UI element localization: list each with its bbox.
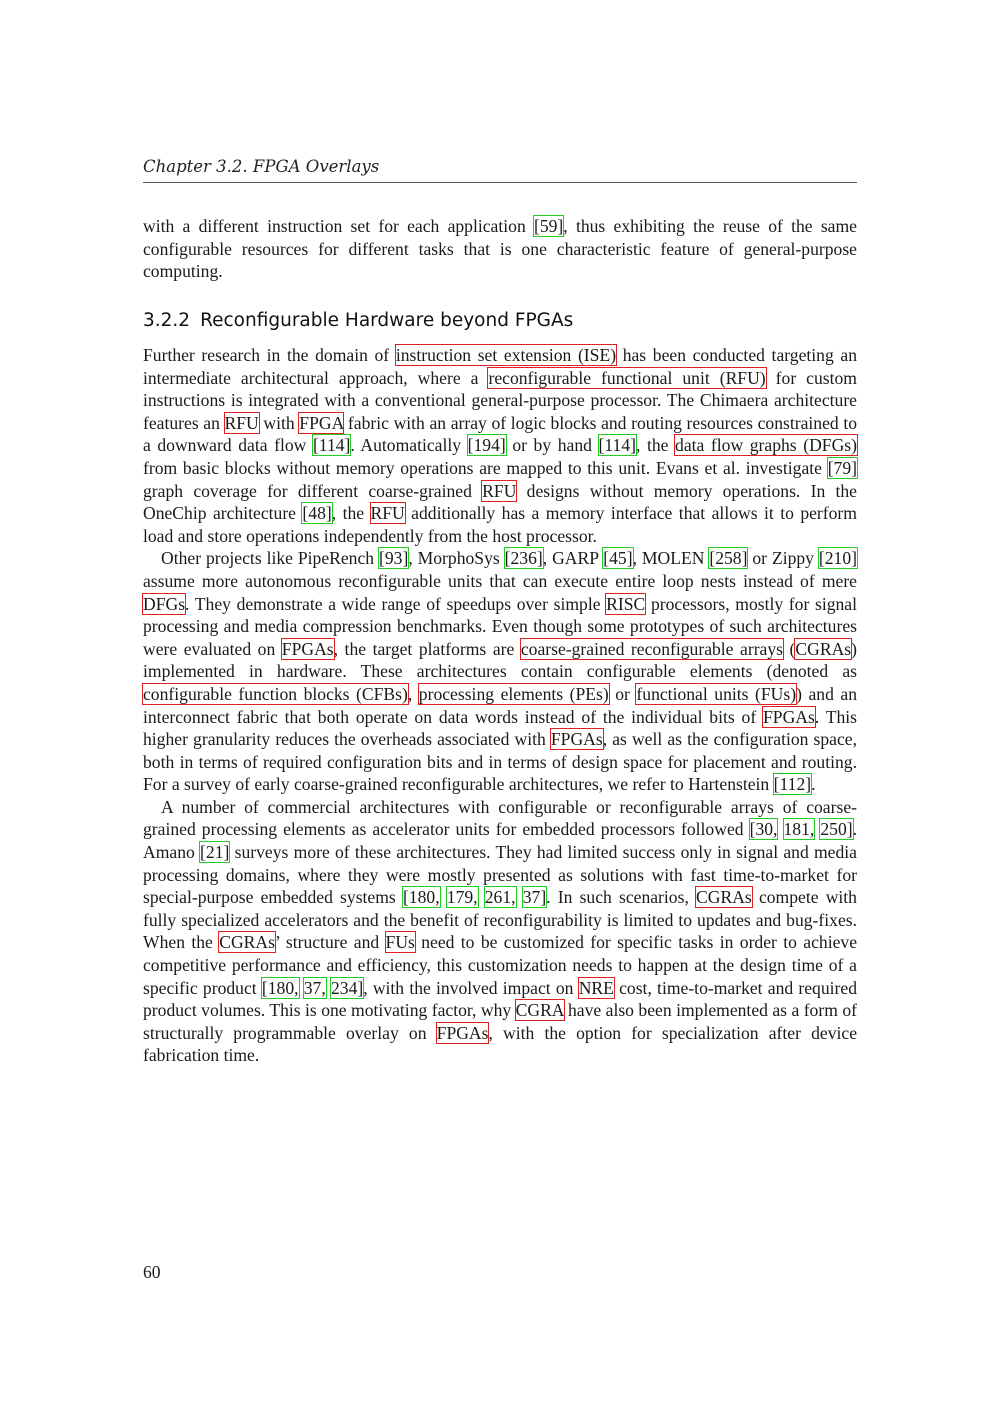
- glossary-link[interactable]: RFU: [224, 412, 259, 433]
- section-heading: [143, 309, 857, 333]
- glossary-link[interactable]: functional units (FUs): [636, 683, 797, 704]
- citation-link[interactable]: [93]: [379, 548, 409, 569]
- section-title: Reconfigurable Hardware beyond FPGAs: [200, 310, 574, 331]
- glossary-link[interactable]: CGRAs: [795, 638, 852, 659]
- section-body: [143, 344, 857, 1067]
- glossary-link[interactable]: DFGs: [143, 593, 186, 614]
- glossary-link[interactable]: instruction set extension (ISE): [395, 345, 617, 365]
- citation-link[interactable]: [210]: [818, 548, 857, 569]
- citation-link[interactable]: 37]: [522, 887, 547, 908]
- glossary-link[interactable]: FUs: [385, 932, 415, 953]
- glossary-link[interactable]: reconfigurable functional unit (RFU): [488, 367, 766, 388]
- citation-link[interactable]: [79]: [827, 457, 857, 478]
- intro-paragraph: [143, 215, 857, 283]
- citation-link[interactable]: [59]: [533, 216, 564, 236]
- citation-link[interactable]: 181,: [783, 819, 815, 840]
- citation-link[interactable]: [180,: [402, 887, 440, 908]
- running-head: Chapter 3.2. FPGA Overlays: [143, 156, 857, 183]
- citation-link[interactable]: [194]: [467, 435, 506, 456]
- citation-link[interactable]: [236]: [504, 548, 543, 569]
- citation-link[interactable]: [180,: [261, 977, 299, 998]
- glossary-link[interactable]: processing elements (PEs): [418, 683, 609, 704]
- glossary-link[interactable]: FPGAs: [550, 729, 603, 750]
- citation-link[interactable]: [48]: [302, 503, 332, 524]
- glossary-link[interactable]: RFU: [482, 480, 517, 501]
- citation-link[interactable]: [112]: [773, 774, 812, 795]
- section-number: 3.2.2: [143, 310, 191, 331]
- paragraph: Further research in the domain of instruction set extension (ISE) has been conducted targeting an intermediate architectural approach, where a reconfigurable functional unit (RFU) for custom instructions is integrated with a conventional general-purpose processor. The Chimaera architecture features an RFU with FPGA fabric with an array of logic blocks and routing resources constrained to a downward data flow [114]. Automatically [194] or by hand [114], the data flow graphs (DFGs) from basic blocks without memory operations are mapped to this unit. Evans et al. investigate [79] graph coverage for different coarse-grained RFU designs without memory operations. In the OneChip architecture [48], the RFU additionally has a memory interface that allows it to perform load and store operations independently from the host processor.: [143, 345, 858, 546]
- citation-link[interactable]: [30,: [749, 819, 778, 840]
- glossary-link[interactable]: FPGAs: [436, 1022, 489, 1043]
- glossary-link[interactable]: data flow graphs (DFGs): [675, 435, 857, 456]
- citation-link[interactable]: [114]: [598, 435, 636, 456]
- glossary-link[interactable]: CGRAs: [696, 887, 752, 908]
- citation-link[interactable]: 37,: [303, 977, 326, 998]
- page-number: 60: [143, 1262, 161, 1282]
- glossary-link[interactable]: FPGAs: [281, 638, 334, 659]
- paragraph: A number of commercial architectures with configurable or reconfigurable arrays of coarse-grained processing elements as accelerator units for embedded processors followed [30, 181, 250]. Amano [21] surveys more of these architectures. They had limited success only in signal and media processing domains, where they were mostly presented as solutions with fast time-to-market for special-purpose embedded systems [180, 179, 261, 37]. In such scenarios, CGRAs compete with fully specialized accelerators and the benefit of reconfigurability is limited to updates and bug-fixes. When the CGRAs’ structure and FUs need to be customized for specific tasks in order to achieve competitive performance and efficiency, this customization needs to happen at the design time of a specific product [180, 37, 234], with the involved impact on NRE cost, time-to-market and required product volumes. This is one motivating factor, why CGRA have also been implemented as a form of structurally programmable overlay on FPGAs, with the option for specialization after device fabrication time.: [143, 796, 858, 1066]
- glossary-link[interactable]: RISC: [606, 593, 646, 614]
- paragraph: with a different instruction set for each application [59], thus exhibiting the reuse of the same configurable resources for different tasks that is one characteristic feature of general-purpose computing.: [143, 216, 857, 282]
- citation-link[interactable]: 261,: [484, 887, 516, 908]
- glossary-link[interactable]: NRE: [578, 977, 614, 998]
- glossary-link[interactable]: configurable function blocks (CFBs): [143, 683, 408, 704]
- glossary-link[interactable]: coarse-grained reconfigurable arrays: [520, 638, 784, 659]
- citation-link[interactable]: 234]: [330, 977, 364, 998]
- citation-link[interactable]: [45]: [603, 548, 633, 569]
- glossary-link[interactable]: RFU: [370, 503, 405, 524]
- citation-link[interactable]: [114]: [312, 435, 351, 456]
- citation-link[interactable]: [258]: [709, 548, 748, 569]
- glossary-link[interactable]: FPGAs: [763, 706, 815, 727]
- paragraph: Other projects like PipeRench [93], MorphoSys [236], GARP [45], MOLEN [258] or Zippy [210] assume more autonomous reconfigurable units that can execute entire loop nests instead of mere DFGs. They demonstrate a wide range of speedups over simple RISC processors, mostly for signal processing and media compression benchmarks. Even though some prototypes of such architectures were evaluated on FPGAs, the target platforms are coarse-grained reconfigurable arrays (CGRAs) implemented in hardware. These architectures contain configurable elements (denoted as configurable function blocks (CFBs), processing elements (PEs) or functional units (FUs)) and an interconnect fabric that both operate on data words instead of the individual bits of FPGAs. This higher granularity reduces the overheads associated with FPGAs, as well as the configuration space, both in terms of required configuration bits and in terms of design space for placement and routing. For a survey of early coarse-grained reconfigurable architectures, we refer to Hartenstein [112].: [143, 548, 858, 795]
- glossary-link[interactable]: FPGA: [299, 412, 344, 433]
- citation-link[interactable]: 250]: [820, 819, 853, 840]
- citation-link[interactable]: 179,: [446, 887, 478, 908]
- glossary-link[interactable]: CGRA: [515, 1000, 564, 1021]
- glossary-link[interactable]: CGRAs: [219, 932, 275, 953]
- citation-link[interactable]: [21]: [200, 842, 230, 863]
